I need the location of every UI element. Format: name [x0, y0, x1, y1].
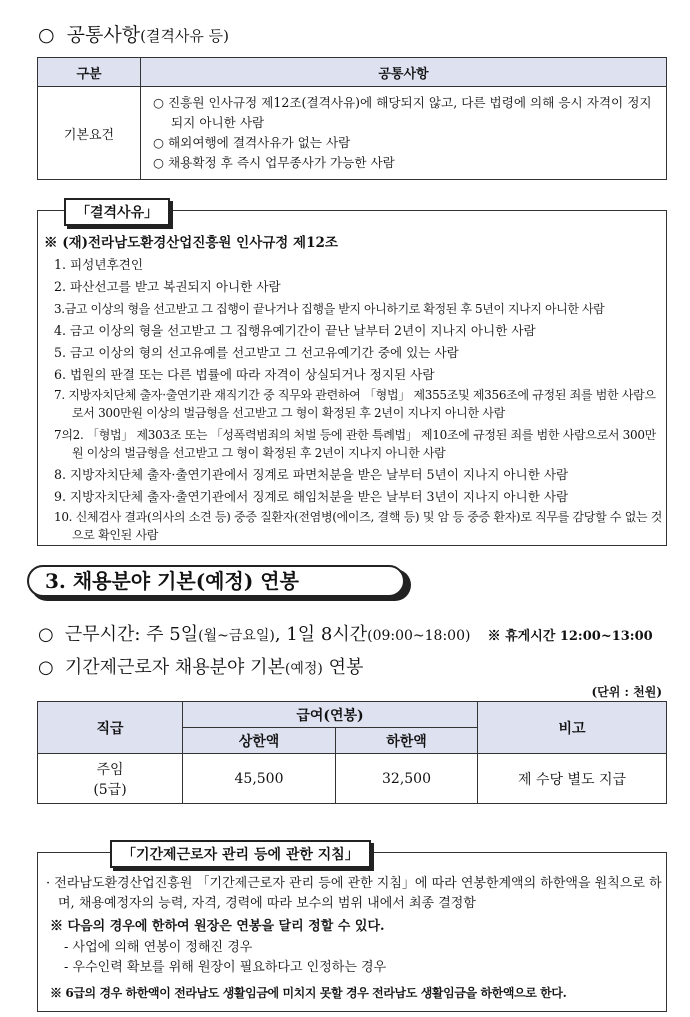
guideline-content — [44, 874, 662, 1004]
disq-item: 3.금고 이상의 형을 선고받고 그 집행이 끝나거나 집행을 받지 아니하기로 확정된 후 5년이 지나지 아니한 사람 — [54, 302, 605, 316]
section1-heading: ○ 공통사항(결격사유 등) — [38, 24, 229, 46]
requirements-cell — [141, 87, 667, 180]
col-header-salary: 급여(연봉) — [183, 702, 478, 728]
section3-banner — [27, 565, 415, 603]
guideline-tag: 「기간제근로자 관리 등에 관한 지침」 — [110, 840, 371, 868]
disq-item: 5. 금고 이상의 형의 선고유예를 선고받고 그 선고유예기간 중에 있는 사람 — [54, 345, 459, 360]
guideline-case: - 우수인력 확보를 위해 원장이 필요하다고 인정하는 경우 — [64, 960, 387, 975]
col-header-note: 비고 — [478, 702, 667, 754]
col-header-grade: 직급 — [38, 702, 183, 754]
work-hours-line: ○ 근무시간: 주 5일(월~금요일), 1일 8시간(09:00~18:00) ※ 휴게시간 12:00~13:00 — [38, 624, 653, 645]
disq-item: 9. 지방자치단체 출자·출연기관에서 징계로 해임처분을 받은 날부터 3년이 지나지 아니한 사람 — [54, 489, 569, 504]
guideline-final-note: ※ 6급의 경우 하한액이 전라남도 생활임금에 미치지 못할 경우 전라남도 생활임금을 하한액으로 한다. — [50, 986, 567, 1000]
row-label: 기본요건 — [38, 87, 141, 180]
disqualification-title: ※ (재)전라남도환경산업진흥원 인사규정 제12조 — [44, 235, 338, 251]
disq-item: 1. 피성년후견인 — [54, 257, 144, 272]
requirement-item: ○ 해외여행에 결격사유가 없는 사람 — [153, 135, 351, 150]
disq-item: 7의2. 「형법」 제303조 또는 「성폭력범죄의 처벌 등에 관한 특례법」 제10조에 규정된 죄를 범한 사람으로서 300만원 이상의 벌금형을 선고받고 그 형이 확정된 후 2년이 지나지 아니한 사람 — [54, 428, 656, 460]
upper-amount: 45,500 — [183, 754, 336, 804]
salary-table — [37, 701, 667, 804]
disq-item: 7. 지방자치단체 출자·출연기관 재직기간 중 직무와 관련하여 「형법」 제355조및 제356조에 규정된 죄를 범한 사람으로서 300만원 이상의 벌금형을 선고받고 그 형이 확정된 후 2년이 지나지 아니한 사람 — [54, 388, 656, 420]
disq-item: 10. 신체검사 결과(의사의 소견 등) 중증 질환자(전염병(에이즈, 결핵 등) 및 암 등 중증 환자)로 직무를 감당할 수 없는 것으로 확인된 사람 — [54, 510, 663, 542]
circle-icon: ○ — [38, 657, 54, 678]
guideline-case: - 사업에 의해 연봉이 정해진 경우 — [64, 940, 253, 955]
requirement-item: ○ 진흥원 인사규정 제12조(결격사유)에 해당되지 않고, 다른 법령에 의해 응시 자격이 정지되지 아니한 사람 — [153, 95, 652, 130]
guideline-note-title: ※ 다음의 경우에 한하여 원장은 연봉을 달리 정할 수 있다. — [50, 919, 385, 934]
break-time: ※ 휴게시간 12:00~13:00 — [487, 629, 653, 644]
disq-item: 2. 파산선고를 받고 복권되지 아니한 사람 — [54, 279, 281, 294]
unit-label: (단위 : 천원) — [591, 685, 662, 699]
lower-amount: 32,500 — [336, 754, 478, 804]
requirement-item: ○ 채용확정 후 즉시 업무종사가 가능한 사람 — [153, 155, 395, 170]
col-header-lower: 하한액 — [336, 728, 478, 754]
grade-cell: 주임 (5급) — [38, 754, 183, 804]
salary-heading: ○ 기간제근로자 채용분야 기본(예정) 연봉 — [38, 657, 364, 678]
guideline-paragraph: · 전라남도환경산업진흥원 「기간제근로자 관리 등에 관한 지침」에 따라 연봉한계액의 하한액을 원칙으로 하며, 채용예정자의 능력, 자격, 경력에 따라 보수의 범위 내에서 최종 결정함 — [46, 876, 662, 911]
note-cell: 제 수당 별도 지급 — [478, 754, 667, 804]
col-header-upper: 상한액 — [183, 728, 336, 754]
circle-icon: ○ — [38, 24, 55, 46]
section3-title: 3. 채용분야 기본(예정) 연봉 — [27, 565, 405, 597]
disq-item: 4. 금고 이상의 형을 선고받고 그 집행유예기간이 끝난 날부터 2년이 지나지 아니한 사람 — [54, 323, 536, 338]
col-header-category: 구분 — [38, 58, 141, 87]
circle-icon: ○ — [38, 624, 54, 645]
disqualification-content — [44, 232, 664, 544]
disqualification-tag: 「결격사유」 — [64, 198, 170, 226]
col-header-common: 공통사항 — [141, 58, 667, 87]
disqualification-list — [44, 254, 664, 544]
common-requirements-table — [37, 57, 667, 180]
disq-item: 8. 지방자치단체 출자·출연기관에서 징계로 파면처분을 받은 날부터 5년이 지나지 아니한 사람 — [54, 467, 569, 482]
disq-item: 6. 법원의 판결 또는 다른 법률에 따라 자격이 상실되거나 정지된 사람 — [54, 367, 435, 382]
